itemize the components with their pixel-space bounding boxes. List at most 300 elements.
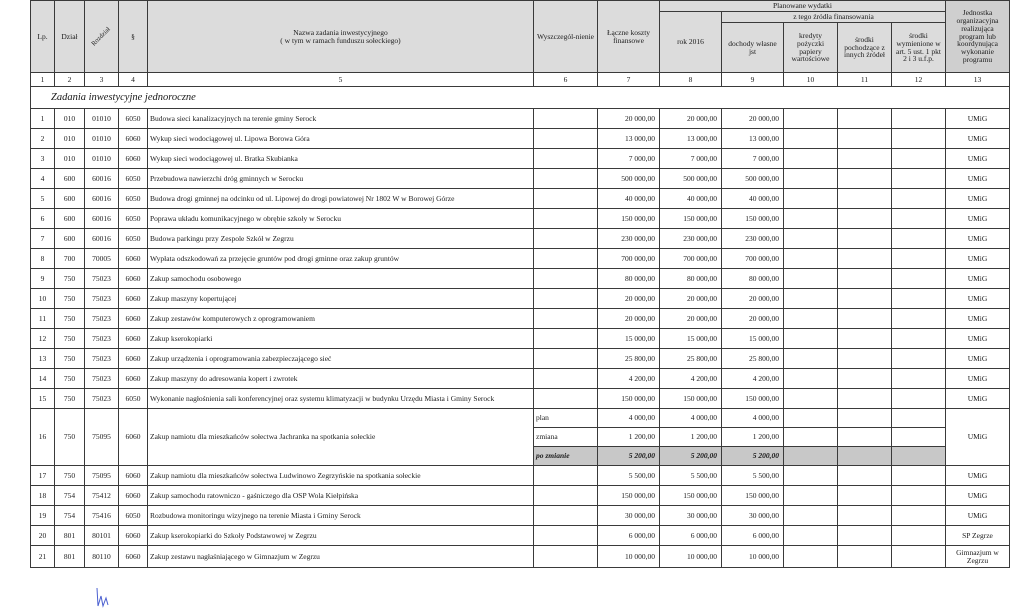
- cell-koszty: 13 000,00: [598, 129, 660, 149]
- cell-srodki-inne: [838, 109, 892, 129]
- cell-paragraf: 6050: [119, 506, 148, 526]
- cell-srodki-inne: [838, 447, 892, 466]
- cell-wysz: [534, 129, 598, 149]
- cell-srodki-wym: [892, 546, 946, 568]
- cell-rozdzial: 75023: [85, 269, 119, 289]
- cell-name: Budowa sieci kanalizacyjnych na terenie gminy Serock: [148, 109, 534, 129]
- cell-jednostka: UMiG: [946, 229, 1010, 249]
- cell-kredyty: [784, 546, 838, 568]
- cell-rozdzial: 75023: [85, 389, 119, 409]
- cell-jednostka: UMiG: [946, 269, 1010, 289]
- cell-dzial: 600: [55, 169, 85, 189]
- cell-lp: 3: [31, 149, 55, 169]
- cell-dzial: 010: [55, 149, 85, 169]
- cell-rozdzial: 75023: [85, 329, 119, 349]
- cell-srodki-wym: [892, 109, 946, 129]
- col-num: 7: [598, 73, 660, 87]
- column-numbers-row: [31, 73, 1010, 87]
- cell-srodki-inne: [838, 189, 892, 209]
- cell-dzial: 750: [55, 369, 85, 389]
- cell-dzial: 600: [55, 189, 85, 209]
- cell-jednostka: UMiG: [946, 189, 1010, 209]
- col-num: 3: [85, 73, 119, 87]
- cell-kredyty: [784, 289, 838, 309]
- header-dzial: Dział: [55, 1, 85, 73]
- cell-rok: 5 500,00: [660, 466, 722, 486]
- table-row: [31, 169, 1010, 189]
- cell-dzial: 750: [55, 269, 85, 289]
- cell-srodki-wym: [892, 466, 946, 486]
- cell-koszty: 1 200,00: [598, 428, 660, 447]
- cell-lp: 16: [31, 409, 55, 466]
- cell-lp: 4: [31, 169, 55, 189]
- cell-paragraf: 6060: [119, 149, 148, 169]
- cell-name: Wykonanie nagłośnienia sali konferencyjnej oraz systemu klimatyzacji w budynku Urzędu Miasta i Gminy Serock: [148, 389, 534, 409]
- col-num: 6: [534, 73, 598, 87]
- cell-koszty: 30 000,00: [598, 506, 660, 526]
- header-nazwa: [148, 1, 534, 73]
- cell-lp: 19: [31, 506, 55, 526]
- cell-wysz: [534, 546, 598, 568]
- cell-wysz: [534, 189, 598, 209]
- cell-wysz: plan: [534, 409, 598, 428]
- table-row: [31, 389, 1010, 409]
- cell-rozdzial: 75023: [85, 369, 119, 389]
- section-row: [31, 87, 1010, 109]
- cell-dzial: 801: [55, 546, 85, 568]
- col-num: 4: [119, 73, 148, 87]
- cell-wysz: [534, 229, 598, 249]
- col-num: 12: [892, 73, 946, 87]
- cell-koszty: 20 000,00: [598, 309, 660, 329]
- table-header: [31, 1, 1010, 109]
- table-row: [31, 209, 1010, 229]
- cell-rozdzial: 75095: [85, 409, 119, 466]
- cell-name: Rozbudowa monitoringu wizyjnego na terenie Miasta i Gminy Serock: [148, 506, 534, 526]
- table-row: [31, 486, 1010, 506]
- cell-rok: 10 000,00: [660, 546, 722, 568]
- cell-paragraf: 6060: [119, 289, 148, 309]
- cell-srodki-wym: [892, 289, 946, 309]
- cell-kredyty: [784, 506, 838, 526]
- cell-srodki-inne: [838, 249, 892, 269]
- cell-wysz: [534, 249, 598, 269]
- table-row: [31, 369, 1010, 389]
- cell-name: Wypłata odszkodowań za przejęcie gruntów pod drogi gminne oraz zakup gruntów: [148, 249, 534, 269]
- table-row: [31, 229, 1010, 249]
- cell-wysz: po zmianie: [534, 447, 598, 466]
- cell-jednostka: UMiG: [946, 309, 1010, 329]
- cell-kredyty: [784, 309, 838, 329]
- header-rok: rok 2016: [660, 12, 722, 73]
- cell-paragraf: 6050: [119, 109, 148, 129]
- cell-wysz: [534, 169, 598, 189]
- table-row: [31, 289, 1010, 309]
- cell-kredyty: [784, 369, 838, 389]
- cell-rozdzial: 60016: [85, 189, 119, 209]
- cell-dochody: 4 200,00: [722, 369, 784, 389]
- cell-kredyty: [784, 249, 838, 269]
- cell-dochody: 40 000,00: [722, 189, 784, 209]
- cell-dzial: 801: [55, 526, 85, 546]
- cell-srodki-inne: [838, 369, 892, 389]
- cell-jednostka: UMiG: [946, 486, 1010, 506]
- cell-srodki-inne: [838, 466, 892, 486]
- cell-dochody: 13 000,00: [722, 129, 784, 149]
- cell-srodki-wym: [892, 309, 946, 329]
- cell-dzial: 010: [55, 109, 85, 129]
- cell-koszty: 150 000,00: [598, 389, 660, 409]
- cell-dochody: 4 000,00: [722, 409, 784, 428]
- cell-srodki-wym: [892, 447, 946, 466]
- cell-dzial: 750: [55, 309, 85, 329]
- cell-srodki-wym: [892, 409, 946, 428]
- cell-dochody: 500 000,00: [722, 169, 784, 189]
- cell-jednostka: UMiG: [946, 349, 1010, 369]
- cell-name: Zakup kserokopiarki do Szkoły Podstawowej w Zegrzu: [148, 526, 534, 546]
- cell-koszty: 700 000,00: [598, 249, 660, 269]
- cell-dochody: 150 000,00: [722, 209, 784, 229]
- cell-rok: 700 000,00: [660, 249, 722, 269]
- cell-paragraf: 6060: [119, 249, 148, 269]
- cell-dzial: 600: [55, 209, 85, 229]
- header-dochody: dochody własne jst: [722, 23, 784, 73]
- cell-koszty: 20 000,00: [598, 109, 660, 129]
- cell-srodki-inne: [838, 349, 892, 369]
- cell-lp: 12: [31, 329, 55, 349]
- table-row: [31, 409, 1010, 428]
- cell-jednostka: UMiG: [946, 289, 1010, 309]
- cell-koszty: 4 000,00: [598, 409, 660, 428]
- cell-dochody: 25 800,00: [722, 349, 784, 369]
- cell-rozdzial: 75023: [85, 309, 119, 329]
- cell-srodki-wym: [892, 269, 946, 289]
- cell-rok: 4 200,00: [660, 369, 722, 389]
- header-nazwa-line2: ( w tym w ramach funduszu sołeckiego): [280, 35, 401, 45]
- cell-kredyty: [784, 466, 838, 486]
- cell-name: Wykup sieci wodociągowej ul. Bratka Skubianka: [148, 149, 534, 169]
- cell-rok: 1 200,00: [660, 428, 722, 447]
- cell-rok: 150 000,00: [660, 486, 722, 506]
- cell-rozdzial: 01010: [85, 109, 119, 129]
- section-title: Zadania inwestycyjne jednoroczne: [31, 87, 1010, 109]
- header-rozdzial: [85, 1, 119, 73]
- header-z-tego: z tego źródła finansowania: [722, 12, 946, 23]
- cell-paragraf: 6050: [119, 209, 148, 229]
- cell-lp: 8: [31, 249, 55, 269]
- header-planowane: Planowane wydatki: [660, 1, 946, 12]
- cell-dochody: 6 000,00: [722, 526, 784, 546]
- table-row: [31, 466, 1010, 486]
- table-row: [31, 129, 1010, 149]
- cell-wysz: [534, 389, 598, 409]
- cell-srodki-wym: [892, 389, 946, 409]
- cell-wysz: [534, 329, 598, 349]
- cell-dzial: 754: [55, 506, 85, 526]
- cell-wysz: zmiana: [534, 428, 598, 447]
- cell-jednostka: UMiG: [946, 506, 1010, 526]
- cell-lp: 6: [31, 209, 55, 229]
- table-row: [31, 526, 1010, 546]
- cell-dochody: 10 000,00: [722, 546, 784, 568]
- cell-name: Zakup namiotu dla mieszkańców sołectwa Jachranka na spotkania sołeckie: [148, 409, 534, 466]
- cell-name: Zakup samochodu ratowniczo - gaśniczego dla OSP Wola Kiełpińska: [148, 486, 534, 506]
- cell-rok: 25 800,00: [660, 349, 722, 369]
- cell-koszty: 150 000,00: [598, 209, 660, 229]
- cell-name: Wykup sieci wodociągowej ul. Lipowa Borowa Góra: [148, 129, 534, 149]
- cell-dzial: 750: [55, 466, 85, 486]
- header-paragraf: §: [119, 1, 148, 73]
- cell-lp: 1: [31, 109, 55, 129]
- cell-kredyty: [784, 129, 838, 149]
- cell-srodki-wym: [892, 189, 946, 209]
- cell-jednostka: UMiG: [946, 329, 1010, 349]
- cell-kredyty: [784, 169, 838, 189]
- cell-rok: 4 000,00: [660, 409, 722, 428]
- cell-lp: 18: [31, 486, 55, 506]
- cell-lp: 14: [31, 369, 55, 389]
- cell-koszty: 10 000,00: [598, 546, 660, 568]
- cell-koszty: 5 500,00: [598, 466, 660, 486]
- cell-srodki-inne: [838, 229, 892, 249]
- cell-rozdzial: 60016: [85, 169, 119, 189]
- cell-srodki-wym: [892, 486, 946, 506]
- cell-koszty: 230 000,00: [598, 229, 660, 249]
- investment-table: [30, 0, 1010, 568]
- cell-rozdzial: 75412: [85, 486, 119, 506]
- header-kredyty: kredyty pożyczki papiery wartościowe: [784, 23, 838, 73]
- cell-srodki-wym: [892, 506, 946, 526]
- cell-dochody: 150 000,00: [722, 389, 784, 409]
- rows-block-b: [31, 466, 1010, 568]
- cell-kredyty: [784, 428, 838, 447]
- cell-paragraf: 6060: [119, 329, 148, 349]
- cell-lp: 17: [31, 466, 55, 486]
- cell-rozdzial: 70005: [85, 249, 119, 269]
- cell-dochody: 80 000,00: [722, 269, 784, 289]
- cell-rok: 20 000,00: [660, 109, 722, 129]
- cell-rok: 7 000,00: [660, 149, 722, 169]
- cell-jednostka: SP Zegrze: [946, 526, 1010, 546]
- header-rozdzial-label: Rozdział: [90, 26, 112, 48]
- cell-lp: 7: [31, 229, 55, 249]
- cell-srodki-wym: [892, 229, 946, 249]
- table-row: [31, 149, 1010, 169]
- cell-wysz: [534, 526, 598, 546]
- cell-koszty: 5 200,00: [598, 447, 660, 466]
- cell-lp: 15: [31, 389, 55, 409]
- cell-srodki-inne: [838, 329, 892, 349]
- cell-kredyty: [784, 209, 838, 229]
- table-row: [31, 109, 1010, 129]
- cell-wysz: [534, 269, 598, 289]
- cell-dochody: 7 000,00: [722, 149, 784, 169]
- cell-paragraf: 6060: [119, 466, 148, 486]
- cell-dochody: 30 000,00: [722, 506, 784, 526]
- cell-wysz: [534, 506, 598, 526]
- cell-name: Budowa drogi gminnej na odcinku od ul. Lipowej do drogi powiatowej Nr 1802 W w Borowej Górze: [148, 189, 534, 209]
- cell-dochody: 700 000,00: [722, 249, 784, 269]
- cell-koszty: 500 000,00: [598, 169, 660, 189]
- cell-rozdzial: 75023: [85, 349, 119, 369]
- cell-rok: 5 200,00: [660, 447, 722, 466]
- cell-koszty: 4 200,00: [598, 369, 660, 389]
- table-row: [31, 269, 1010, 289]
- cell-lp: 11: [31, 309, 55, 329]
- cell-lp: 20: [31, 526, 55, 546]
- cell-srodki-inne: [838, 289, 892, 309]
- cell-srodki-wym: [892, 129, 946, 149]
- cell-kredyty: [784, 389, 838, 409]
- cell-name: Zakup maszyny do adresowania kopert i zwrotek: [148, 369, 534, 389]
- cell-dzial: 754: [55, 486, 85, 506]
- cell-name: Zakup zestawów komputerowych z oprogramowaniem: [148, 309, 534, 329]
- cell-dochody: 5 200,00: [722, 447, 784, 466]
- cell-dzial: 750: [55, 389, 85, 409]
- table-row: [31, 506, 1010, 526]
- cell-rok: 150 000,00: [660, 209, 722, 229]
- cell-dochody: 20 000,00: [722, 309, 784, 329]
- table-row: [31, 546, 1010, 568]
- cell-name: Przebudowa nawierzchi dróg gminnych w Serocku: [148, 169, 534, 189]
- cell-jednostka: UMiG: [946, 249, 1010, 269]
- cell-rok: 15 000,00: [660, 329, 722, 349]
- cell-rok: 80 000,00: [660, 269, 722, 289]
- cell-srodki-wym: [892, 349, 946, 369]
- cell-lp: 5: [31, 189, 55, 209]
- header-wyszczegolnienie: Wyszczegól-nienie: [534, 1, 598, 73]
- cell-rok: 40 000,00: [660, 189, 722, 209]
- cell-jednostka: UMiG: [946, 466, 1010, 486]
- cell-srodki-inne: [838, 149, 892, 169]
- cell-paragraf: 6060: [119, 349, 148, 369]
- cell-kredyty: [784, 486, 838, 506]
- cell-wysz: [534, 289, 598, 309]
- cell-rozdzial: 60016: [85, 209, 119, 229]
- cell-kredyty: [784, 149, 838, 169]
- cell-wysz: [534, 466, 598, 486]
- cell-koszty: 15 000,00: [598, 329, 660, 349]
- cell-wysz: [534, 109, 598, 129]
- row-16-block: [31, 409, 1010, 466]
- cell-wysz: [534, 149, 598, 169]
- cell-wysz: [534, 369, 598, 389]
- cell-rozdzial: 80101: [85, 526, 119, 546]
- cell-paragraf: 6050: [119, 169, 148, 189]
- cell-srodki-inne: [838, 526, 892, 546]
- cell-kredyty: [784, 409, 838, 428]
- cell-rok: 13 000,00: [660, 129, 722, 149]
- header-lp: Lp.: [31, 1, 55, 73]
- cell-kredyty: [784, 189, 838, 209]
- cell-lp: 9: [31, 269, 55, 289]
- cell-wysz: [534, 209, 598, 229]
- cell-name: Poprawa układu komunikacyjnego w obrębie szkoły w Serocku: [148, 209, 534, 229]
- cell-dzial: 750: [55, 289, 85, 309]
- cell-srodki-inne: [838, 546, 892, 568]
- header-laczne-koszty: Łączne koszty finansowe: [598, 1, 660, 73]
- table-row: [31, 309, 1010, 329]
- cell-srodki-inne: [838, 209, 892, 229]
- cell-dochody: 230 000,00: [722, 229, 784, 249]
- cell-srodki-wym: [892, 169, 946, 189]
- cell-rozdzial: 75095: [85, 466, 119, 486]
- cell-paragraf: 6050: [119, 229, 148, 249]
- col-num: 9: [722, 73, 784, 87]
- cell-srodki-inne: [838, 409, 892, 428]
- cell-jednostka: UMiG: [946, 209, 1010, 229]
- cell-srodki-inne: [838, 506, 892, 526]
- cell-jednostka: UMiG: [946, 149, 1010, 169]
- cell-dochody: 1 200,00: [722, 428, 784, 447]
- cell-paragraf: 6060: [119, 546, 148, 568]
- cell-kredyty: [784, 526, 838, 546]
- cell-srodki-inne: [838, 428, 892, 447]
- header-jednostka: Jednostka organizacyjna realizująca program lub koordynująca wykonanie programu: [946, 1, 1010, 73]
- cell-rok: 20 000,00: [660, 309, 722, 329]
- cell-wysz: [534, 349, 598, 369]
- cell-kredyty: [784, 447, 838, 466]
- rows-block-a: [31, 109, 1010, 409]
- cell-dochody: 20 000,00: [722, 289, 784, 309]
- col-num: 11: [838, 73, 892, 87]
- cell-kredyty: [784, 229, 838, 249]
- col-num: 5: [148, 73, 534, 87]
- cell-srodki-wym: [892, 149, 946, 169]
- cell-srodki-inne: [838, 309, 892, 329]
- cell-rok: 6 000,00: [660, 526, 722, 546]
- cell-dzial: 750: [55, 409, 85, 466]
- cell-dochody: 20 000,00: [722, 109, 784, 129]
- cell-srodki-inne: [838, 389, 892, 409]
- cell-lp: 2: [31, 129, 55, 149]
- cell-rok: 500 000,00: [660, 169, 722, 189]
- cell-lp: 21: [31, 546, 55, 568]
- cell-paragraf: 6060: [119, 526, 148, 546]
- cell-srodki-wym: [892, 526, 946, 546]
- handwritten-mark: [95, 586, 125, 608]
- cell-rok: 20 000,00: [660, 289, 722, 309]
- cell-paragraf: 6060: [119, 269, 148, 289]
- col-num: 1: [31, 73, 55, 87]
- cell-lp: 10: [31, 289, 55, 309]
- col-num: 8: [660, 73, 722, 87]
- cell-name: Zakup samochodu osobowego: [148, 269, 534, 289]
- cell-koszty: 6 000,00: [598, 526, 660, 546]
- cell-rozdzial: 01010: [85, 129, 119, 149]
- cell-koszty: 40 000,00: [598, 189, 660, 209]
- header-srodki-inne: środki pochodzące z innych źródeł: [838, 23, 892, 73]
- cell-rok: 150 000,00: [660, 389, 722, 409]
- cell-rok: 230 000,00: [660, 229, 722, 249]
- cell-jednostka: Gimnazjum w Zegrzu: [946, 546, 1010, 568]
- cell-name: Zakup namiotu dla mieszkańców sołectwa Ludwinowo Zegrzyńskie na spotkania sołeckie: [148, 466, 534, 486]
- cell-rozdzial: 60016: [85, 229, 119, 249]
- table-row: [31, 349, 1010, 369]
- cell-jednostka: UMiG: [946, 409, 1010, 466]
- cell-rozdzial: 01010: [85, 149, 119, 169]
- cell-koszty: 150 000,00: [598, 486, 660, 506]
- cell-paragraf: 6060: [119, 129, 148, 149]
- table-row: [31, 249, 1010, 269]
- cell-srodki-wym: [892, 249, 946, 269]
- cell-paragraf: 6060: [119, 309, 148, 329]
- cell-dochody: 5 500,00: [722, 466, 784, 486]
- cell-dzial: 010: [55, 129, 85, 149]
- cell-kredyty: [784, 329, 838, 349]
- cell-lp: 13: [31, 349, 55, 369]
- table-row: [31, 329, 1010, 349]
